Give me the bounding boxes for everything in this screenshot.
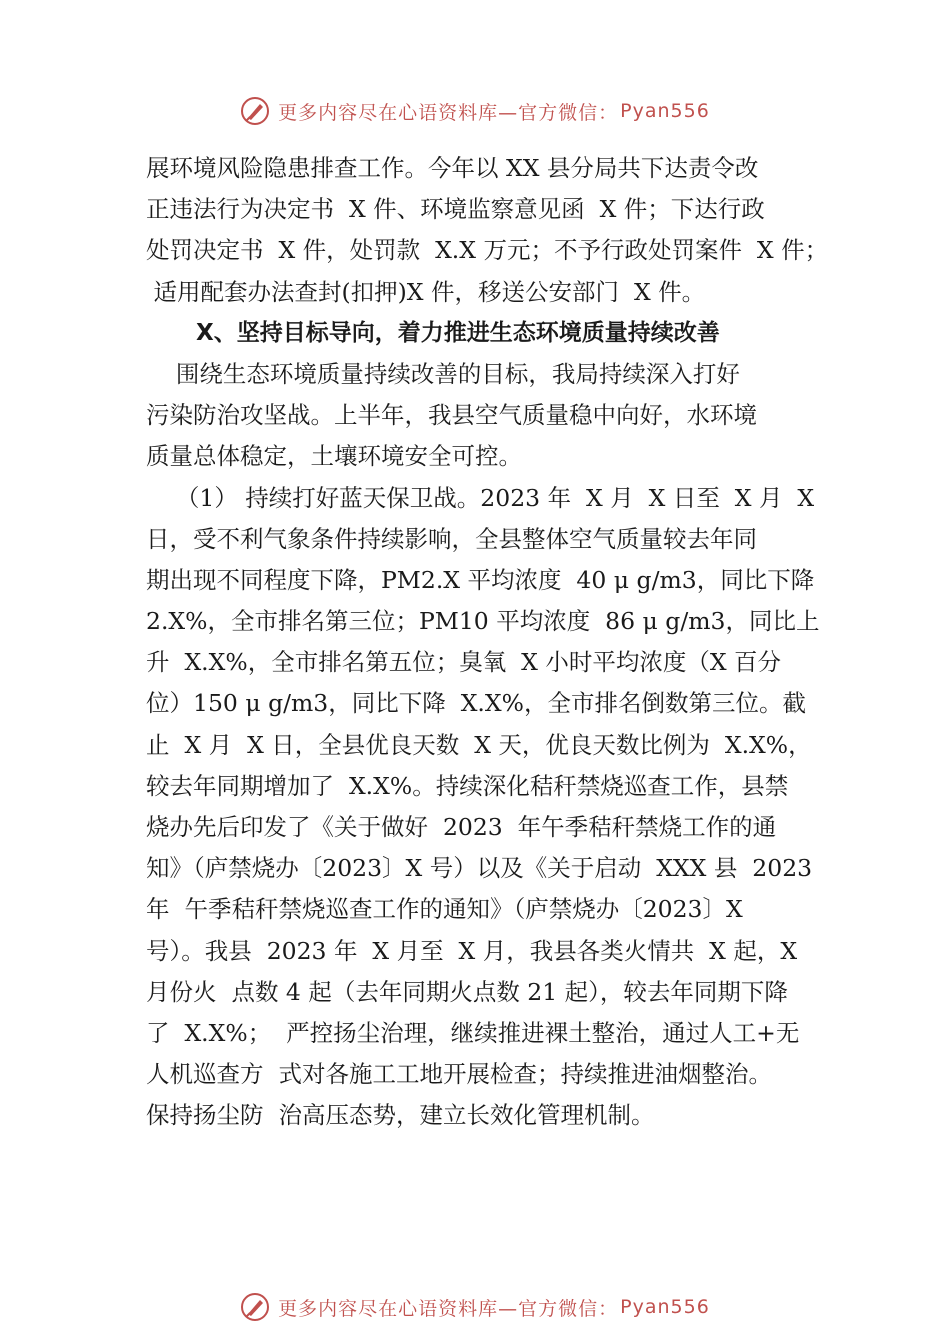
body-line: 升 X.X%，全市排名第五位；臭氧 X 小时平均浓度（X 百分 (146, 648, 782, 677)
body-line: 号）。我县 2023 年 X 月至 X 月，我县各类火情共 X 起，X (146, 936, 798, 965)
body-line: 知》（庐禁烧办〔2023〕X 号）以及《关于启动 XXX 县 2023 (146, 854, 813, 883)
body-line: 2.X%，全市排名第三位；PM10 平均浓度 86 μ g/m3，同比上 (146, 607, 820, 636)
body-line: 了 X.X%； 严控扬尘治理，继续推进裸土整治，通过人工+无 (146, 1018, 800, 1047)
footer-watermark (0, 1292, 950, 1322)
body-line: 较去年同期增加了 X.X%。持续深化秸秆禁烧巡查工作，县禁 (146, 771, 789, 800)
watermark-text: 更多内容尽在心语资料库—官方微信： (278, 1297, 619, 1320)
body-line: 月份火 点数 4 起（去年同期火点数 21 起），较去年同期下降 (146, 977, 788, 1006)
watermark-handle: Pyan556 (620, 100, 710, 122)
quill-logo-icon (240, 1292, 270, 1322)
body-line: （1） 持续打好蓝天保卫战。2023 年 X 月 X 日至 X 月 X (146, 483, 815, 512)
body-line: 处罚决定书 X 件，处罚款 X.X 万元；不予行政处罚案件 X 件； (146, 236, 829, 265)
body-line: 围绕生态环境质量持续改善的目标，我局持续深入打好 (146, 359, 740, 388)
body-line: 正违法行为决定书 X 件、环境监察意见函 X 件；下达行政 (146, 195, 765, 224)
body-line: 烧办先后印发了《关于做好 2023 年午季秸秆禁烧工作的通 (146, 813, 777, 841)
body-line: 位）150 μ g/m3，同比下降 X.X%，全市排名倒数第三位。截 (146, 689, 806, 718)
quill-logo-icon (240, 96, 270, 126)
body-line: 展环境风险隐患排查工作。今年以 XX 县分局共下达责令改 (146, 154, 759, 182)
watermark-text: 更多内容尽在心语资料库—官方微信： (278, 101, 619, 124)
watermark-handle: Pyan556 (620, 1296, 710, 1318)
body-line: 质量总体稳定，土壤环境安全可控。 (146, 442, 522, 471)
section-heading: X、坚持目标导向，着力推进生态环境质量持续改善 (196, 319, 720, 346)
body-line: 适用配套办法查封(扣押)X 件，移送公安部门 X 件。 (146, 277, 706, 306)
header-watermark (0, 96, 950, 126)
body-line: 年 午季秸秆禁烧巡查工作的通知》（庐禁烧办〔2023〕X (146, 895, 743, 924)
body-line: 保持扬尘防 治高压态势，建立长效化管理机制。 (146, 1101, 655, 1130)
body-line: 日，受不利气象条件持续影响，全县整体空气质量较去年同 (146, 524, 757, 553)
document-body (146, 148, 836, 1137)
body-line: 人机巡查方 式对各施工工地开展检查；持续推进油烟整治。 (146, 1060, 772, 1089)
body-line: 止 X 月 X 日，全县优良天数 X 天，优良天数比例为 X.X%， (146, 730, 812, 759)
body-line: 污染防治攻坚战。上半年，我县空气质量稳中向好，水环境 (146, 401, 757, 430)
body-line: 期出现不同程度下降，PM2.X 平均浓度 40 μ g/m3，同比下降 (146, 565, 815, 594)
